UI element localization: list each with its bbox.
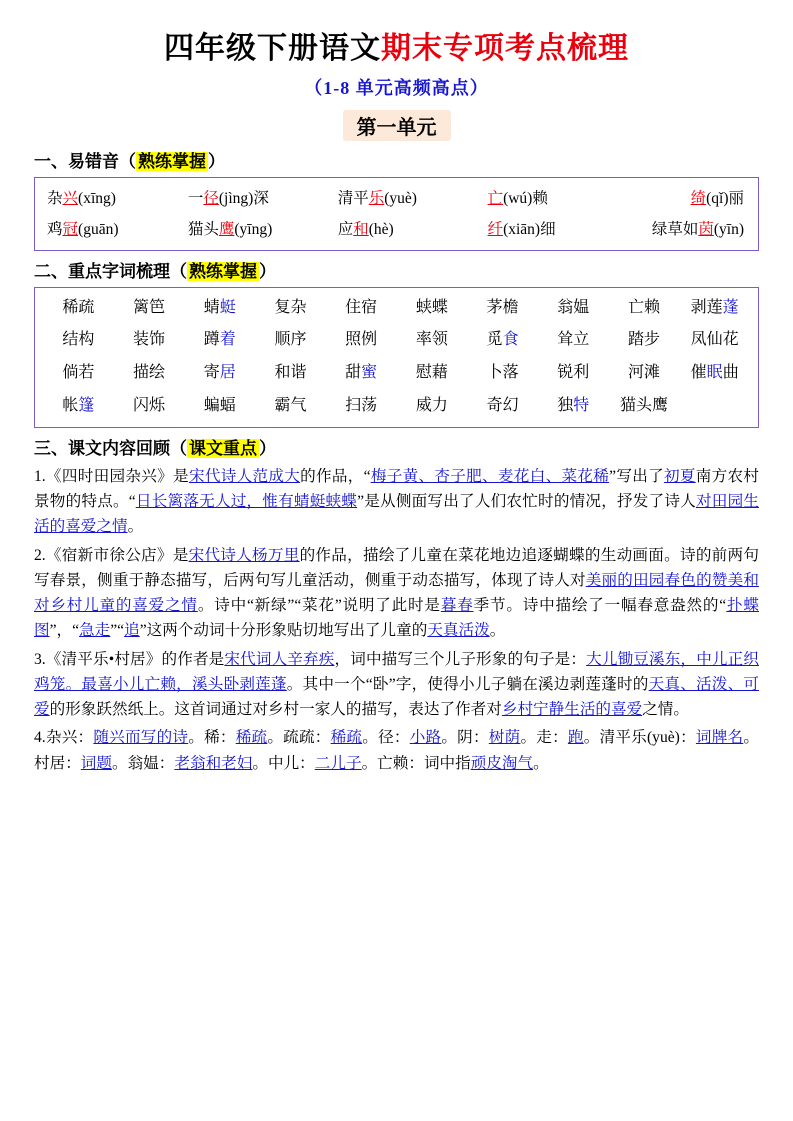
section-1-label: 易错音（ <box>68 151 136 171</box>
body-text: 1.《四时田园杂兴》是 <box>34 467 189 485</box>
word-cell: 装饰 <box>133 331 166 349</box>
answer-text: 宋代诗人范成大 <box>188 467 301 485</box>
body-text: 季节。诗中描绘了一幅春意盎然的“ <box>473 597 727 615</box>
word-cell: 锐利 <box>557 364 590 382</box>
answer-text: 小路 <box>409 729 442 747</box>
answer-text: 暮春 <box>440 597 474 615</box>
word-cell: 茅檐 <box>486 298 519 316</box>
section-3-highlight: 课文重点 <box>189 438 257 458</box>
table-row <box>41 183 752 214</box>
section-1-number: 一、 <box>34 151 68 171</box>
answer-text: 美丽的田园春色的赞美和对乡村儿童的喜爱之情 <box>34 571 759 615</box>
word-cell: 蛱蝶 <box>415 298 448 316</box>
word-cell: 踏步 <box>627 331 660 349</box>
paragraph-4 <box>34 725 759 776</box>
body-text: ，词中描写三个儿子形象的句子是： <box>334 650 587 668</box>
body-text: 。其中一个“卧”字，使得小儿子躺在溪边剥莲蓬时的 <box>286 675 649 693</box>
word-cell: 独特 <box>557 397 590 415</box>
body-text: 。中儿： <box>252 754 315 772</box>
pinyin-table <box>34 177 759 251</box>
answer-text: 天真、活泼、可爱 <box>34 675 759 719</box>
body-text: 。 <box>489 622 506 640</box>
word-cell: 和谐 <box>274 364 307 382</box>
answer-text: 跑 <box>567 729 584 747</box>
word-cell: 剥莲蓬 <box>690 298 739 316</box>
word-cell: 闪烁 <box>133 397 166 415</box>
word-cell: 蜻蜓 <box>203 298 236 316</box>
paragraph-1 <box>34 464 759 540</box>
section-heading-1 <box>34 151 759 173</box>
answer-text: 稀疏 <box>235 729 268 747</box>
answer-text: 随兴而写的诗 <box>93 729 189 747</box>
section-1-close: ） <box>208 151 225 171</box>
body-text: 。清平乐(yuè)： <box>583 729 696 747</box>
body-text: 。稀： <box>188 729 236 747</box>
word-cell: 甜蜜 <box>345 364 378 382</box>
answer-text: 对田园生活的喜爱之情 <box>34 493 759 536</box>
word-cell: 寄居 <box>203 364 236 382</box>
section-2-number: 二、 <box>34 261 68 281</box>
body-text: 。径： <box>362 729 410 747</box>
answer-text: 宋代词人辛弃疾 <box>224 650 335 668</box>
body-text: 。 <box>533 754 549 772</box>
section-heading-3 <box>34 438 759 460</box>
table-row <box>43 292 750 325</box>
word-cell: 觅食 <box>486 331 519 349</box>
pinyin-cell: 应和(hè) <box>337 220 394 238</box>
body-text: 的作品，“ <box>300 467 371 485</box>
body-text: 。疏疏： <box>267 729 331 747</box>
word-cell: 稀疏 <box>62 298 95 316</box>
body-text: 。走： <box>520 729 568 747</box>
answer-text: 二儿子 <box>314 754 362 772</box>
key-words-table <box>34 287 759 428</box>
word-cell: 照例 <box>345 331 378 349</box>
word-cell: 慰藉 <box>415 364 448 382</box>
word-cell: 蝙蝠 <box>203 397 236 415</box>
word-cell: 帐篷 <box>62 397 95 415</box>
body-text: 3.《清平乐•村居》的作者是 <box>34 650 225 668</box>
word-cell: 猫头鹰 <box>619 397 668 415</box>
body-text: 4.杂兴： <box>34 729 94 747</box>
body-text: 2.《宿新市徐公店》是 <box>34 546 189 564</box>
answer-text: 树荫 <box>488 729 521 747</box>
pinyin-cell: 绿草如茵(yīn) <box>651 220 744 238</box>
word-cell: 描绘 <box>133 364 166 382</box>
answer-text: 急走 <box>79 622 111 640</box>
word-cell: 亡赖 <box>627 298 660 316</box>
paragraph-3 <box>34 647 759 723</box>
answer-text: 初夏 <box>663 467 696 485</box>
pinyin-cell: 一径(jìng)深 <box>187 189 269 207</box>
word-cell: 复杂 <box>274 298 307 316</box>
answer-text: 稀疏 <box>330 729 363 747</box>
section-2-close: ） <box>259 261 276 281</box>
answer-text: 词题 <box>80 754 112 772</box>
body-text: ”“ <box>110 622 125 640</box>
page-title-red: 期末专项考点梳理 <box>381 32 629 65</box>
body-text: 之情。 <box>642 701 689 719</box>
body-text: 的形象跃然纸上。这首词通过对乡村一家人的描写，表达了作者对 <box>49 701 502 719</box>
table-row <box>43 324 750 357</box>
word-cell: 河滩 <box>627 364 660 382</box>
word-cell: 凤仙花 <box>690 331 739 349</box>
pinyin-cell: 鸡冠(guān) <box>47 220 119 238</box>
pinyin-cell: 纤(xiān)细 <box>487 220 556 238</box>
body-text: 。翁媪： <box>112 754 175 772</box>
paragraph-2 <box>34 543 759 644</box>
section-2-label: 重点字词梳理（ <box>68 261 187 281</box>
body-text: ”这两个动词十分形象贴切地写出了儿童的 <box>139 622 428 640</box>
unit-title <box>34 110 759 141</box>
section-2-highlight: 熟练掌握 <box>189 261 257 281</box>
answer-text: 宋代诗人杨万里 <box>188 546 300 564</box>
word-cell: 率领 <box>415 331 448 349</box>
section-3-close: ） <box>259 438 276 458</box>
pinyin-cell: 清平乐(yuè) <box>337 189 417 207</box>
answer-text: 老翁和老妇 <box>174 754 253 772</box>
word-cell: 卜落 <box>486 364 519 382</box>
word-cell: 翁媪 <box>557 298 590 316</box>
section-3-label: 课文内容回顾（ <box>68 438 187 458</box>
answer-text: 梅子黄、杏子肥、麦花白、菜花稀 <box>370 467 610 485</box>
word-cell: 威力 <box>415 397 448 415</box>
body-text: 。阴： <box>441 729 489 747</box>
table-row <box>41 214 752 245</box>
answer-text: 乡村宁静生活的喜爱 <box>501 701 643 719</box>
word-cell: 倘若 <box>62 364 95 382</box>
section-3-number: 三、 <box>34 438 68 458</box>
body-text: ”，“ <box>49 622 80 640</box>
answer-text: 顽皮淘气 <box>470 754 534 772</box>
table-row <box>43 357 750 390</box>
word-cell: 结构 <box>62 331 95 349</box>
table-row <box>43 390 750 423</box>
section-heading-2 <box>34 261 759 283</box>
word-cell: 催眠曲 <box>690 364 739 382</box>
section-1-highlight: 熟练掌握 <box>138 151 206 171</box>
word-cell: 扫荡 <box>345 397 378 415</box>
pinyin-cell: 猫头鹰(yīng) <box>187 220 273 238</box>
answer-text: 大儿锄豆溪东，中儿正织鸡笼。最喜小儿亡赖，溪头卧剥莲蓬 <box>34 650 759 693</box>
page-subtitle: （1-8 单元高频高点） <box>304 77 489 98</box>
body-text: 南方农村景物的特点。“ <box>34 467 759 511</box>
pinyin-cell: 杂兴(xīng) <box>47 189 116 207</box>
pinyin-cell: 亡(wú)赖 <box>487 189 548 207</box>
body-text: 的作品，描绘了儿童在菜花地边追逐蝴蝶的生动画面。诗的前两句写春景，侧重于静态描写，后两句写儿童活动，侧重于动态描写，体现了诗人对 <box>34 546 759 589</box>
body-text: 。诗中“新绿”“菜花”说明了此时是 <box>197 597 441 615</box>
body-text: ”是从侧面写出了人们农忙时的情况，抒发了诗人 <box>357 493 696 511</box>
word-cell: 住宿 <box>345 298 378 316</box>
word-cell: 篱笆 <box>133 298 166 316</box>
body-text: 。 <box>127 518 144 536</box>
word-cell: 耸立 <box>557 331 590 349</box>
page-title <box>34 30 759 68</box>
word-cell <box>679 390 750 423</box>
answer-text: 日长篱落无人过，惟有蜻蜓蛱蝶 <box>135 493 358 511</box>
page-title-black: 四年级下册语文 <box>164 32 381 65</box>
pinyin-cell: 绮(qǐ)丽 <box>690 189 744 207</box>
answer-text: 追 <box>124 622 140 640</box>
body-text: ”写出了 <box>609 467 664 485</box>
answer-text: 天真活泼 <box>427 622 490 640</box>
body-text: 。亡赖：词中指 <box>361 754 471 772</box>
word-cell: 奇幻 <box>486 397 519 415</box>
answer-text: 扑蝶图 <box>34 597 759 640</box>
word-cell: 霸气 <box>274 397 307 415</box>
body-text: 。村居： <box>34 729 759 772</box>
word-cell: 顺序 <box>274 331 307 349</box>
answer-text: 词牌名 <box>695 729 744 747</box>
word-cell: 蹲着 <box>203 331 236 349</box>
unit-title-label: 第一单元 <box>343 110 451 141</box>
